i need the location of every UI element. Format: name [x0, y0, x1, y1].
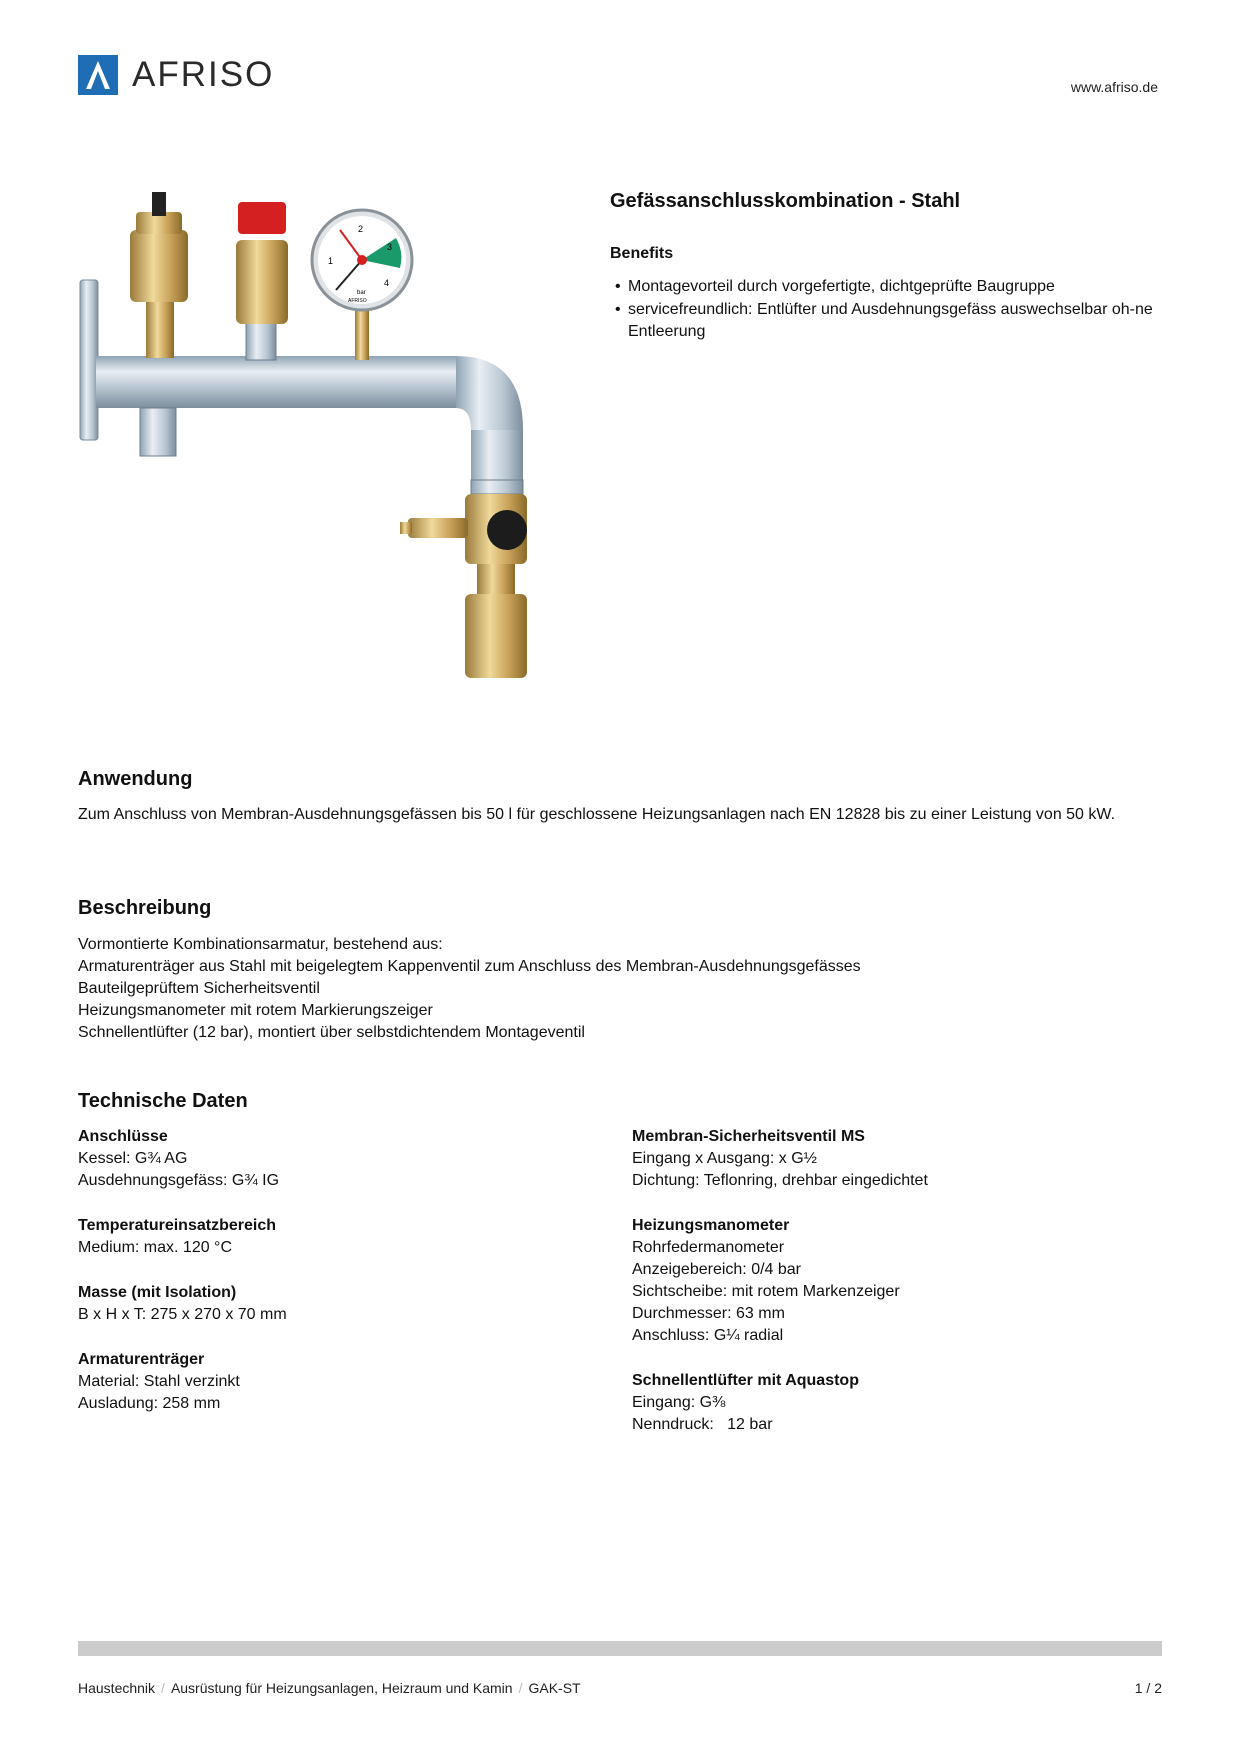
beschreibung-line: Armaturenträger aus Stahl mit beigelegtem Kappenventil zum Anschluss des Membran-Ausdehnungsgefässes — [78, 958, 861, 975]
gauge-tick-2: 2 — [358, 224, 364, 234]
anwendung-text: Zum Anschluss von Membran-Ausdehnungsgefässen bis 50 l für geschlossene Heizungsanlagen nach EN 12828 bis zu einer Leistung von 50 kW. — [78, 806, 1116, 823]
anwendung-heading: Anwendung — [78, 768, 193, 790]
tech-group-armaturentraeger — [78, 1349, 578, 1415]
tech-line: B x H x T: 275 x 270 x 70 mm — [78, 1306, 287, 1323]
beschreibung-line: Schnellentlüfter (12 bar), montiert über selbstdichtendem Montageventil — [78, 1024, 585, 1041]
product-title: Gefässanschlusskombination - Stahl — [610, 190, 961, 212]
tech-group-masse — [78, 1282, 578, 1326]
breadcrumb — [78, 1680, 581, 1696]
afriso-logo — [78, 55, 274, 95]
tech-group-temperatur — [78, 1215, 578, 1259]
tech-line: Rohrfedermanometer — [632, 1239, 785, 1256]
tech-group-title: Armaturenträger — [78, 1351, 205, 1368]
tech-line: Durchmesser: 63 mm — [632, 1305, 785, 1322]
tech-line: Kessel: G¾ AG — [78, 1150, 188, 1167]
tech-line: Dichtung: Teflonring, drehbar eingedichtet — [632, 1172, 928, 1189]
tech-group-title: Membran-Sicherheitsventil MS — [632, 1128, 865, 1145]
logo-wordmark: AFRISO — [132, 55, 275, 94]
tech-group-manometer — [632, 1215, 1132, 1347]
breadcrumb-separator: / — [161, 1680, 165, 1696]
gauge-tick-4: 4 — [384, 278, 390, 288]
afriso-triangle-icon — [78, 55, 118, 95]
tech-group-schnellentluefter — [632, 1370, 1132, 1436]
breadcrumb-item[interactable]: Haustechnik — [78, 1680, 156, 1696]
benefit-item: • Montagevorteil durch vorgefertigte, dichtgeprüfte Baugruppe — [612, 276, 1172, 298]
tech-line: Anschluss: G¼ radial — [632, 1327, 784, 1344]
tech-group-title: Temperatureinsatzbereich — [78, 1217, 276, 1234]
tech-line: Sichtscheibe: mit rotem Markenzeiger — [632, 1283, 900, 1300]
tech-line: Ausladung: 258 mm — [78, 1395, 221, 1412]
tech-group-title: Masse (mit Isolation) — [78, 1284, 237, 1301]
tech-group-title: Heizungsmanometer — [632, 1217, 790, 1234]
tech-group-title: Schnellentlüfter mit Aquastop — [632, 1372, 859, 1389]
tech-line: Anzeigebereich: 0/4 bar — [632, 1261, 801, 1278]
tech-line: Material: Stahl verzinkt — [78, 1373, 240, 1390]
valve-assembly-image — [78, 190, 598, 700]
breadcrumb-item[interactable]: Ausrüstung für Heizungsanlagen, Heizraum und Kamin — [170, 1680, 513, 1696]
tech-data-right-column — [632, 1126, 1132, 1459]
beschreibung-line: Bauteilgeprüftem Sicherheitsventil — [78, 980, 320, 997]
gauge-tick-1: 1 — [328, 256, 334, 266]
technische-daten-heading: Technische Daten — [78, 1090, 248, 1112]
page-number: 1 / 2 — [1134, 1680, 1162, 1696]
breadcrumb-item[interactable]: GAK-ST — [528, 1680, 581, 1696]
website-link[interactable]: www.afriso.de — [1070, 79, 1158, 95]
tech-group-title: Anschlüsse — [78, 1128, 168, 1145]
tech-line: Eingang x Ausgang: x G½ — [632, 1150, 818, 1167]
breadcrumb-separator: / — [518, 1680, 523, 1696]
benefit-item: • servicefreundlich: Entlüfter und Ausdehnungsgefäss auswechselbar oh-ne Entleerung — [612, 299, 1172, 343]
gauge-brand: AFRISO — [348, 298, 367, 304]
beschreibung-heading: Beschreibung — [78, 897, 212, 919]
tech-group-anschluesse — [78, 1126, 578, 1192]
benefits-heading: Benefits — [610, 245, 674, 262]
tech-data-left-column — [78, 1126, 578, 1438]
tech-line: Ausdehnungsgefäss: G¾ IG — [78, 1172, 280, 1189]
beschreibung-line: Heizungsmanometer mit rotem Markierungszeiger — [78, 1002, 433, 1019]
gauge-unit: bar — [357, 290, 366, 296]
tech-line: Nenndruck: 12 bar — [632, 1416, 773, 1433]
tech-line: Eingang: G⅜ — [632, 1394, 726, 1411]
tech-line: Medium: max. 120 °C — [78, 1239, 233, 1256]
tech-group-sicherheitsventil — [632, 1126, 1132, 1192]
footer-divider-bar — [78, 1641, 1162, 1656]
benefits-list — [612, 276, 1172, 344]
gauge-tick-3: 3 — [387, 242, 393, 252]
beschreibung-line: Vormontierte Kombinationsarmatur, bestehend aus: — [78, 936, 443, 953]
beschreibung-text — [78, 934, 1168, 1044]
